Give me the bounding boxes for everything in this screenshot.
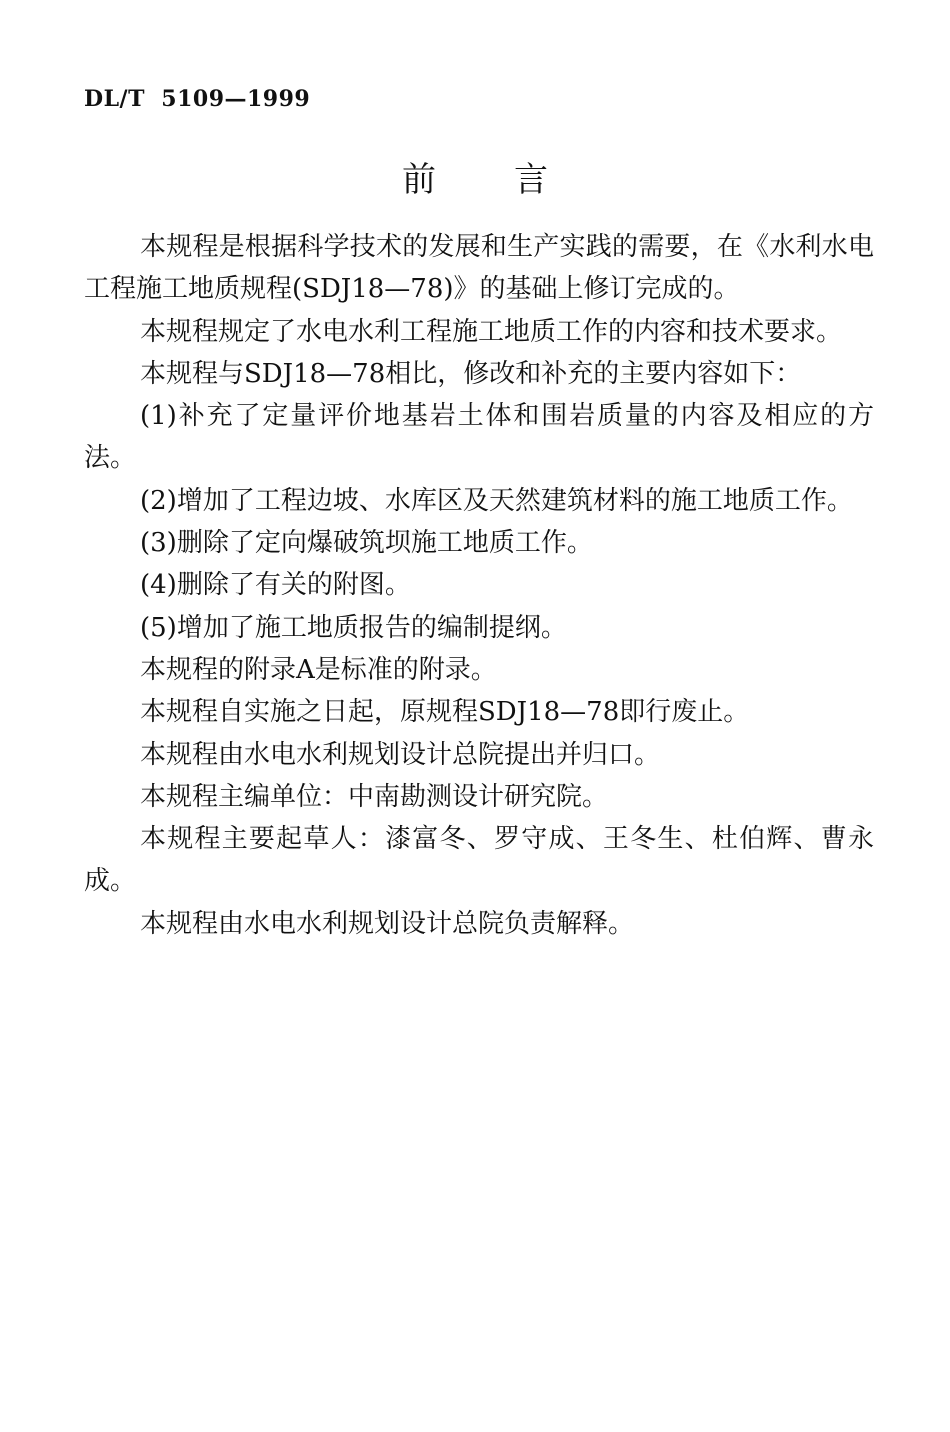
preface-body (84, 226, 874, 945)
standard-code: DL/T 5109—1999 (84, 86, 311, 112)
list-item: (1)补充了定量评价地基岩土体和围岩质量的内容及相应的方法。 (84, 401, 874, 474)
list-item: (4)删除了有关的附图。 (140, 570, 411, 601)
paragraph-appendix: 本规程的附录A是标准的附录。 (140, 654, 497, 685)
page-title: 前言 (402, 160, 626, 200)
list-item: (2)增加了工程边坡、水库区及天然建筑材料的施工地质工作。 (140, 485, 853, 516)
paragraph-changes-intro: 本规程与SDJ18—78相比，修改和补充的主要内容如下： (140, 358, 802, 389)
paragraph-proposer: 本规程由水电水利规划设计总院提出并归口。 (140, 739, 661, 770)
paragraph-purpose: 本规程是根据科学技术的发展和生产实践的需要，在《水利水电工程施工地质规程(SDJ18—78)》的基础上修订完成的。 (84, 232, 874, 305)
list-item: (3)删除了定向爆破筑坝施工地质工作。 (140, 528, 593, 559)
paragraph-effective: 本规程自实施之日起，原规程SDJ18—78即行废止。 (140, 697, 750, 728)
paragraph-chief-editor: 本规程主编单位：中南勘测设计研究院。 (140, 781, 609, 812)
paragraph-scope: 本规程规定了水电水利工程施工地质工作的内容和技术要求。 (140, 316, 843, 347)
paragraph-drafters: 本规程主要起草人：漆富冬、罗守成、王冬生、杜伯辉、曹永成。 (84, 824, 874, 897)
paragraph-interpretation: 本规程由水电水利规划设计总院负责解释。 (140, 908, 635, 939)
list-item: (5)增加了施工地质报告的编制提纲。 (140, 612, 567, 643)
